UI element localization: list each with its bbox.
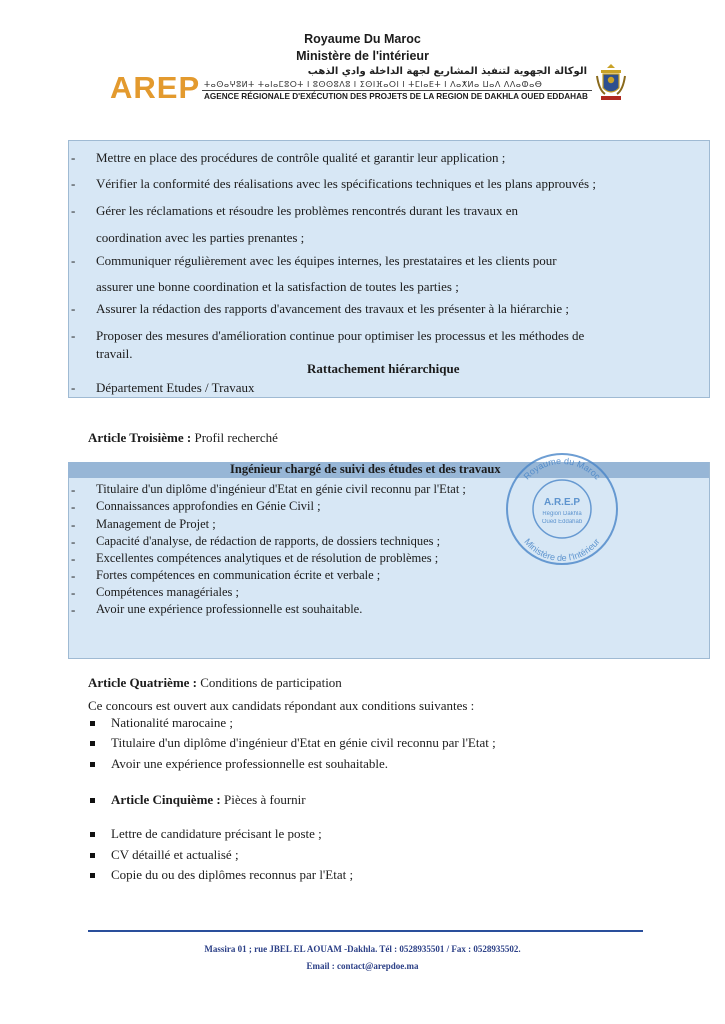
- list-dash: -: [71, 517, 76, 532]
- stamp-center-line2: Région Dakhla: [542, 511, 582, 517]
- bullet-icon: [90, 741, 95, 746]
- article-3-heading: [88, 430, 278, 446]
- bullet-icon: [90, 798, 95, 803]
- footer-divider: [88, 930, 643, 932]
- list-item: Avoir une expérience professionnelle est souhaitable.: [96, 602, 363, 616]
- arep-logo: AREP: [110, 70, 201, 105]
- profile-title: Ingénieur chargé de suivi des études et des travaux: [230, 462, 501, 476]
- list-dash: -: [71, 176, 76, 191]
- list-item: Titulaire d'un diplôme d'ingénieur d'Etat en génie civil reconnu par l'Etat ;: [96, 482, 466, 496]
- list-dash: -: [71, 203, 76, 218]
- bullet-icon: [90, 762, 95, 767]
- svg-text:Royaume du Maroc: [522, 456, 603, 482]
- list-item: Titulaire d'un diplôme d'ingénieur d'Etat en génie civil reconnu par l'Etat ;: [111, 735, 496, 750]
- list-dash: -: [71, 380, 76, 395]
- list-item: Fortes compétences en communication écrite et verbale ;: [96, 568, 381, 582]
- list-dash: -: [71, 482, 76, 497]
- list-item: Avoir une expérience professionnelle est souhaitable.: [111, 756, 388, 771]
- list-dash: -: [71, 301, 76, 316]
- header-country: Royaume Du Maroc: [304, 32, 421, 46]
- bullet-icon: [90, 853, 95, 858]
- bullet-icon: [90, 873, 95, 878]
- list-dash: -: [71, 568, 76, 583]
- list-dash: -: [71, 150, 76, 165]
- list-item: Compétences managériales ;: [96, 585, 239, 599]
- list-item: Proposer des mesures d'amélioration continue pour optimiser les processus et les méthodes de: [96, 328, 585, 343]
- stamp-center-title: A.R.E.P: [543, 497, 581, 508]
- list-item-continuation: travail.: [96, 346, 133, 361]
- header-tifinagh-name: ⵜⴰⵙⴰⵖⵓⵍⵜ ⵜⴰⵏⴰⵎⵓⵔⵜ ⵏ ⵓⵙⵙⵓⴷⵓ ⵏ ⵉⵙⵏⴼⴰⵔⵏ ⵏ ⵜⵎⵏⴰⴹⵜ ⵏ ⴷⴰⵅⵍⴰ ⵡⴰⴷ ⴷⴷⴰⵀⴰⴱ: [204, 80, 543, 89]
- list-dash: -: [71, 328, 76, 343]
- stamp-center-line3: Oued Eddahab: [541, 519, 583, 525]
- article-5-heading: [111, 792, 306, 808]
- article-4-intro: Ce concours est ouvert aux candidats répondant aux conditions suivantes :: [88, 698, 475, 713]
- list-item: Nationalité marocaine ;: [111, 715, 234, 730]
- article-4-text: Conditions de participation: [200, 675, 342, 690]
- rattachement-title: Rattachement hiérarchique: [307, 361, 460, 376]
- list-item: Copie du ou des diplômes reconnus par l'Etat ;: [111, 867, 354, 882]
- article-3-label: Article Troisième :: [88, 430, 192, 445]
- header-divider: [202, 90, 592, 91]
- list-item-continuation: assurer une bonne coordination et la satisfaction de toutes les parties ;: [96, 279, 459, 294]
- footer-address: Massira 01 ; rue JBEL EL AOUAM -Dakhla. Tél : 0528935501 / Fax : 0528935502.: [204, 944, 521, 954]
- stamp-bottom-text: Ministère de l'Intérieur: [522, 536, 602, 564]
- stamp-top-text: Royaume du Maroc: [521, 455, 603, 482]
- list-item: Mettre en place des procédures de contrôle qualité et garantir leur application ;: [96, 150, 506, 165]
- list-item: Capacité d'analyse, de rédaction de rapports, de dossiers techniques ;: [96, 534, 441, 548]
- official-stamp: [503, 450, 621, 568]
- header-arabic-name: الوكالة الجهوية لتنفيذ المشاريع لجهة الداخلة وادي الذهب: [307, 66, 587, 77]
- moroccan-coat-of-arms-icon: [595, 62, 627, 102]
- list-item: Management de Projet ;: [96, 517, 216, 531]
- list-item: CV détaillé et actualisé ;: [111, 847, 239, 862]
- list-item: Assurer la rédaction des rapports d'avancement des travaux et les présenter à la hiérarchie ;: [96, 301, 570, 316]
- list-item: Département Etudes / Travaux: [96, 380, 255, 395]
- list-item-continuation: coordination avec les parties prenantes ;: [96, 230, 305, 245]
- list-item: Lettre de candidature précisant le poste ;: [111, 826, 322, 841]
- list-item: Vérifier la conformité des réalisations avec les spécifications techniques et les plans approuvés ;: [96, 176, 596, 191]
- article-5-label: Article Cinquième :: [111, 792, 221, 807]
- article-3-text: Profil recherché: [194, 430, 278, 445]
- list-item: Gérer les réclamations et résoudre les problèmes rencontrés durant les travaux en: [96, 203, 518, 218]
- list-dash: -: [71, 551, 76, 566]
- list-item: Connaissances approfondies en Génie Civil ;: [96, 499, 321, 513]
- bullet-icon: [90, 832, 95, 837]
- header-agency-name: AGENCE RÉGIONALE D'EXÉCUTION DES PROJETS DE LA REGION DE DAKHLA OUED EDDAHAB: [204, 92, 588, 101]
- header-ministry: Ministère de l'intérieur: [296, 49, 429, 63]
- list-dash: -: [71, 585, 76, 600]
- article-4-heading: [88, 675, 342, 691]
- svg-text:Ministère de l'Intérieur: [522, 537, 601, 564]
- list-dash: -: [71, 253, 76, 268]
- bullet-icon: [90, 721, 95, 726]
- article-5-text: Pièces à fournir: [224, 792, 306, 807]
- article-4-label: Article Quatrième :: [88, 675, 198, 690]
- list-item: Communiquer régulièrement avec les équipes internes, les prestataires et les clients pour: [96, 253, 557, 268]
- list-dash: -: [71, 534, 76, 549]
- footer-email: Email : contact@arepdoe.ma: [306, 961, 419, 971]
- list-dash: -: [71, 602, 76, 617]
- list-dash: -: [71, 499, 76, 514]
- list-item: Excellentes compétences analytiques et de résolution de problèmes ;: [96, 551, 439, 565]
